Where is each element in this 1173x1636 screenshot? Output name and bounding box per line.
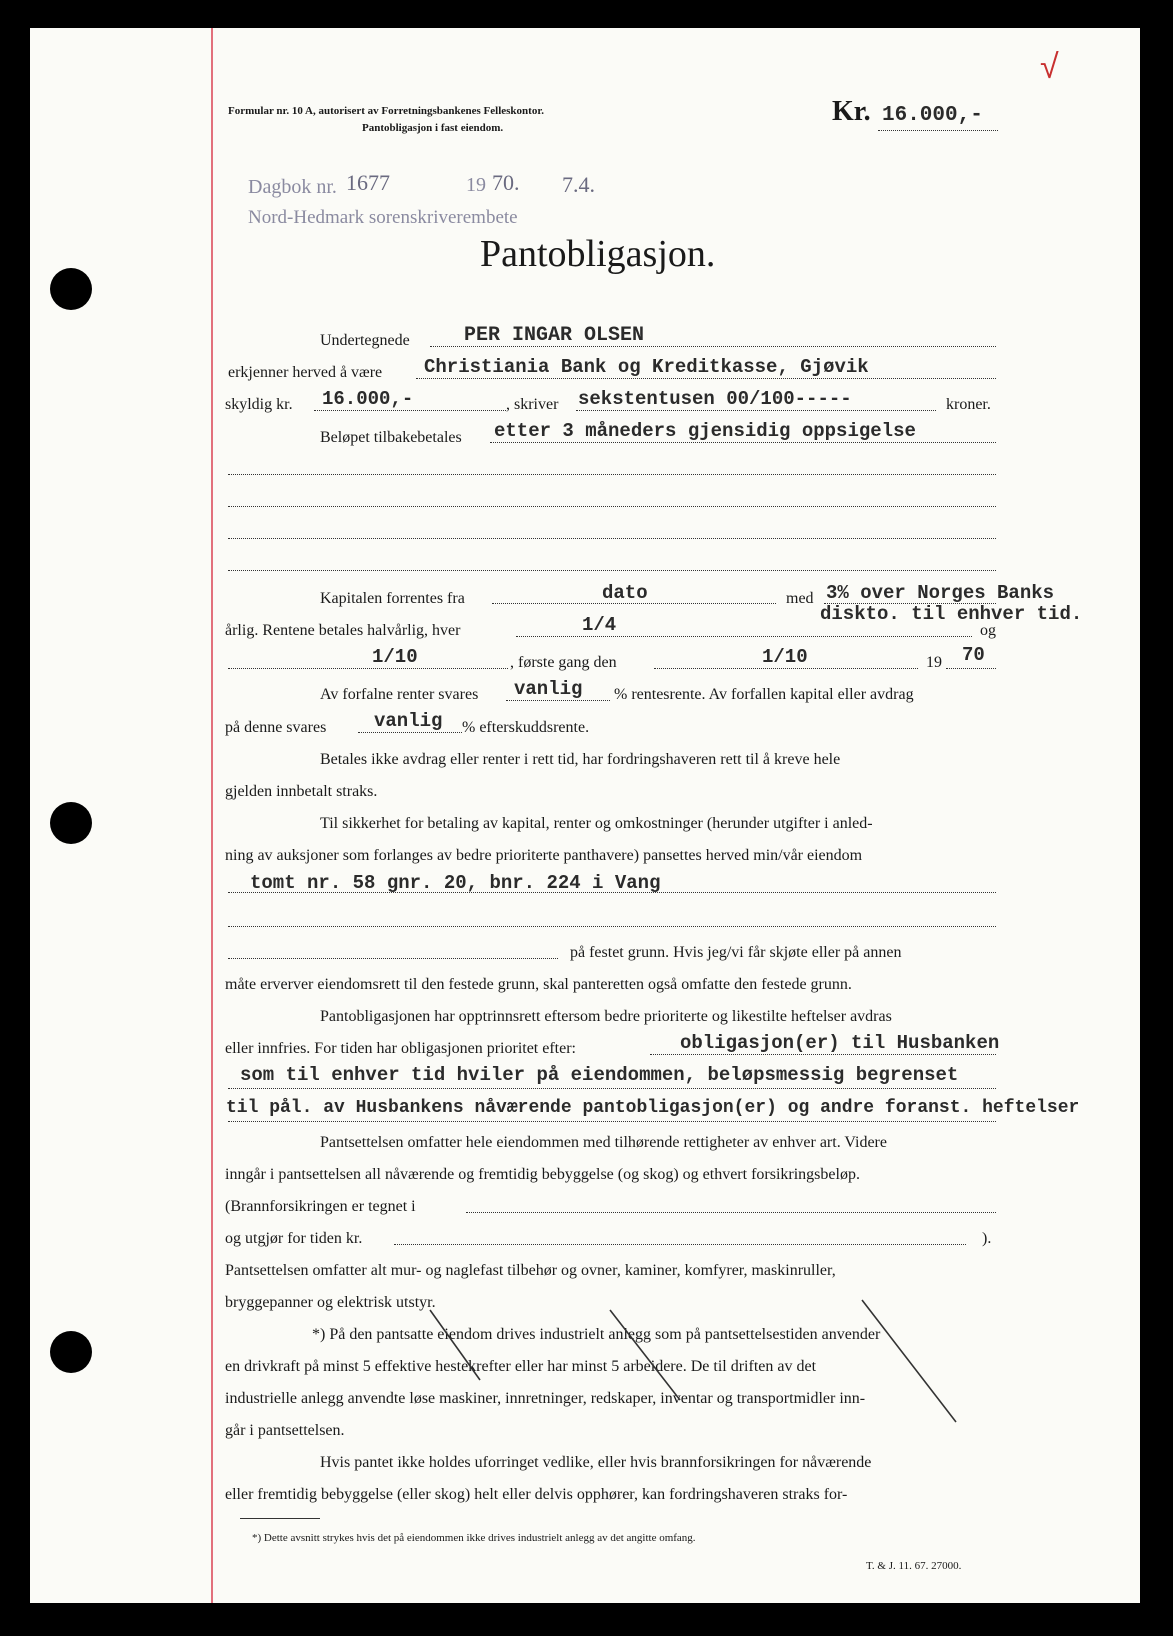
dagbok-label: Dagbok nr. <box>248 176 337 198</box>
strike-mark-2 <box>610 1310 680 1400</box>
red-check-mark: √ <box>1040 48 1059 86</box>
forfalne-value: vanlig <box>514 678 583 700</box>
omfatter-line-1: Pantsettelsen omfatter hele eiendommen med tilhørende rettigheter av enhver art. Videre <box>320 1134 887 1151</box>
festet-line-1: på festet grunn. Hvis jeg/vi får skjøte eller på annen <box>570 944 902 961</box>
sikkerhet-line-1: Til sikkerhet for betaling av kapital, renter og omkostninger (herunder utgifter i anled- <box>320 815 873 832</box>
erkjenner-value: Christiania Bank og Kreditkasse, Gjøvik <box>424 356 869 378</box>
opprinn-line-2: eller innfries. For tiden har obligasjonen prioritet efter: <box>225 1040 576 1057</box>
forste-label: , første gang den <box>510 654 617 671</box>
forfalne-label: Av forfalne renter svares <box>320 686 479 703</box>
printer-code: T. & J. 11. 67. 27000. <box>866 1560 962 1572</box>
kr-label: Kr. <box>832 96 871 127</box>
kapitalen-value: dato <box>602 582 648 604</box>
kapitalen-label: Kapitalen forrentes fra <box>320 590 465 607</box>
year-value: 70 <box>962 644 985 666</box>
tilbehor-line-2: bryggepanner og elektrisk utstyr. <box>225 1294 436 1311</box>
dagbok-year-prefix: 19 <box>466 174 486 196</box>
med-value-cont: diskto. til enhver tid. <box>820 603 1083 625</box>
dagbok-year: 70. <box>492 170 520 195</box>
industri-line-3: industrielle anlegg anvendte løse maskiner, innretninger, redskaper, inventar og transportmidler inn- <box>225 1390 866 1407</box>
brann-line-1: (Brannforsikringen er tegnet i <box>225 1198 416 1215</box>
skyldig-value: 16.000,- <box>322 388 414 410</box>
arlig-value: 1/4 <box>582 614 617 636</box>
skriver-label: , skriver <box>506 396 559 413</box>
footnote: *) Dette avsnitt strykes hvis det på eiendommen ikke drives industrielt anlegg av det angitte omfang. <box>252 1532 696 1544</box>
prioritet-value-2: som til enhver tid hviler på eiendommen, beløpsmessig begrenset <box>240 1064 959 1086</box>
industri-line-2: en drivkraft på minst 5 effektive hestekrefter eller har minst 5 arbeidere. De til driften av det <box>225 1358 817 1375</box>
vedlike-line-1: Hvis pantet ikke holdes uforringet vedlike, eller hvis brannforsikringen for nåværende <box>320 1454 872 1471</box>
strike-mark-1 <box>430 1310 480 1380</box>
vedlike-line-2: eller fremtidig bebyggelse (eller skog) helt eller delvis opphører, kan fordringshaveren straks for- <box>225 1486 848 1503</box>
opprinn-line-1: Pantobligasjonen har opptrinnsrett eftersom bedre prioriterte og likestilte heftelser avdras <box>320 1008 892 1025</box>
belopet-value: etter 3 måneders gjensidig oppsigelse <box>494 420 916 442</box>
festet-line-2: måte erverver eiendomsrett til den festede grunn, skal panteretten også omfatte den festede grunn. <box>225 976 852 993</box>
document-title: Pantobligasjon. <box>480 233 716 275</box>
prioritet-value-3: til pål. av Husbankens nåværende pantobligasjon(er) og andre foranst. heftelser <box>226 1098 1080 1118</box>
brann-line-2: og utgjør for tiden kr. <box>225 1230 363 1247</box>
kroner-label: kroner. <box>946 396 991 413</box>
etterskudd-text: % efterskuddsrente. <box>462 719 590 736</box>
arlig-label: årlig. Rentene betales halvårlig, hver <box>225 622 461 639</box>
industri-line-1: *) På den pantsatte eiendom drives industrielt anlegg som på pantsettelsestiden anvender <box>312 1326 881 1343</box>
tilbehor-line-1: Pantsettelsen omfatter alt mur- og naglefast tilbehør og ovner, kaminer, komfyrer, maskinruller, <box>225 1262 836 1279</box>
strike-mark-3 <box>862 1300 956 1422</box>
industri-line-4: går i pantsettelsen. <box>225 1422 345 1439</box>
form-number-line: Formular nr. 10 A, autorisert av Forretningsbankenes Felleskontor. <box>228 105 544 117</box>
eiendom-value: tomt nr. 58 gnr. 20, bnr. 224 i Vang <box>250 872 661 894</box>
erkjenner-label: erkjenner herved å være <box>228 364 383 381</box>
kr-amount: 16.000,- <box>882 104 983 127</box>
med-value: 3% over Norges Banks <box>826 582 1055 604</box>
dagbok-number: 1677 <box>346 170 390 195</box>
betales-line-2: gjelden innbetalt straks. <box>225 783 378 800</box>
prioritet-value-1: obligasjon(er) til Husbanken <box>680 1032 1000 1054</box>
skyldig-label: skyldig kr. <box>225 396 293 413</box>
dagbok-date: 7.4. <box>562 172 595 197</box>
rentesrente-text: % rentesrente. Av forfallen kapital eller avdrag <box>614 686 914 703</box>
office-stamp: Nord-Hedmark sorenskriverembete <box>248 207 518 228</box>
skriver-value: sekstentusen 00/100----- <box>578 388 852 410</box>
sikkerhet-line-2: ning av auksjoner som forlanges av bedre prioriterte panthavere) pansettes herved min/vår eiendom <box>225 847 863 864</box>
pa-denne-value: vanlig <box>374 710 443 732</box>
brann-line-2-end: ). <box>982 1230 992 1247</box>
date1-value: 1/10 <box>372 646 418 668</box>
year-prefix: 19 <box>926 654 942 671</box>
betales-line-1: Betales ikke avdrag eller renter i rett tid, har fordringshaveren rett til å kreve hele <box>320 751 841 768</box>
form-type-line: Pantobligasjon i fast eiendom. <box>362 122 504 134</box>
undertegnede-label: Undertegnede <box>320 332 410 349</box>
forste-value: 1/10 <box>762 646 808 668</box>
belopet-label: Beløpet tilbakebetales <box>320 429 462 446</box>
og-label: og <box>980 622 996 639</box>
pa-denne-label: på denne svares <box>225 719 327 736</box>
undertegnede-value: PER INGAR OLSEN <box>464 324 645 347</box>
med-label: med <box>786 590 814 607</box>
omfatter-line-2: inngår i pantsettelsen all nåværende og fremtidig bebyggelse (og skog) og ethvert forsikringsbeløp. <box>225 1166 860 1183</box>
